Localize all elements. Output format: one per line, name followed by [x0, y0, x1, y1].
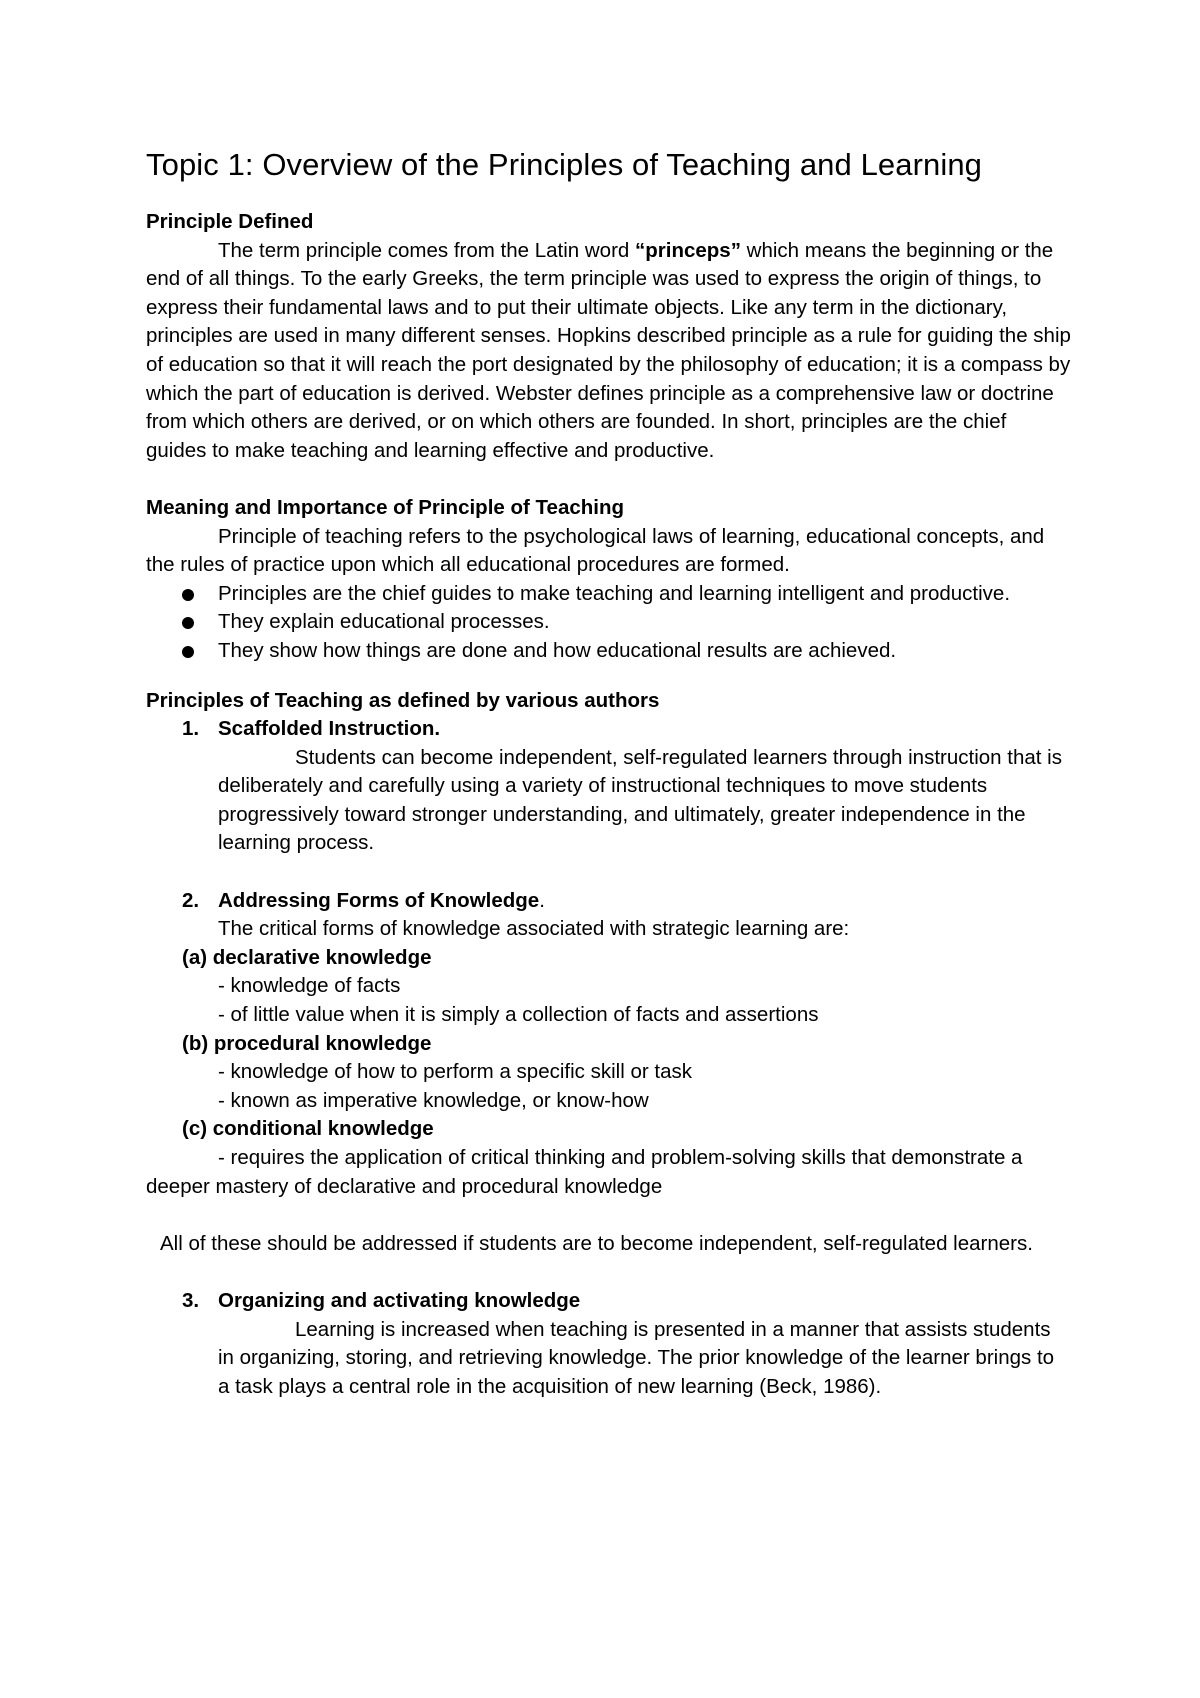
section-principle-defined	[146, 208, 1071, 465]
page-title: Topic 1: Overview of the Principles of Teaching and Learning	[146, 147, 983, 182]
numbered-item-2	[146, 887, 1071, 916]
item-body	[146, 744, 1071, 858]
list-item-text: They explain educational processes.	[218, 610, 550, 634]
bullet-icon	[182, 589, 194, 601]
list-item-text: They show how things are done and how educational results are achieved.	[218, 638, 897, 662]
subheading-declarative: (a) declarative knowledge	[182, 945, 432, 969]
paragraph-text: which means the beginning or the end of all things. To the early Greeks, the term principle was used to express the origin of things, to express their fundamental laws and to put their ultimate objects. Like any term in the dictionary, principles are used in many different senses. Hopkins described principle as a rule for guiding the ship of education so that it will reach the port designated by the philosophy of education; it is a compass by which the part of education is derived. Webster defines principle as a comprehensive law or doctrine from which others are derived, or on which others are founded. In short, principles are the chief guides to make teaching and learning effective and productive.	[146, 238, 1071, 462]
paragraph-text: The term principle comes from the Latin word	[218, 238, 635, 262]
conditional-paragraph: - requires the application of critical thinking and problem-solving skills that demonstrate a deeper mastery of declarative and procedural knowledge	[146, 1146, 1023, 1198]
sub-line: - knowledge of facts	[218, 974, 401, 998]
section-heading: Meaning and Importance of Principle of Teaching	[146, 495, 625, 519]
closing-paragraph: All of these should be addressed if students are to become independent, self-regulated learners.	[160, 1231, 1033, 1255]
item-body	[146, 1316, 1071, 1402]
bullet-icon	[182, 617, 194, 629]
section-heading: Principles of Teaching as defined by various authors	[146, 688, 660, 712]
list-item-text: Principles are the chief guides to make teaching and learning intelligent and productive.	[218, 581, 1011, 605]
section-heading: Principle Defined	[146, 210, 314, 233]
item-paragraph: Learning is increased when teaching is presented in a manner that assists students in organizing, storing, and retrieving knowledge. The prior knowledge of the learner brings to a task plays a central role in the acquisition of new learning (Beck, 1986).	[218, 1317, 1055, 1398]
section-meaning-importance	[146, 494, 1071, 666]
item-title: Scaffolded Instruction.	[218, 717, 441, 741]
numbered-item-3	[146, 1287, 1071, 1316]
subheading-procedural: (b) procedural knowledge	[182, 1031, 432, 1055]
item-title: Organizing and activating knowledge	[218, 1288, 581, 1312]
item-number: 2.	[182, 888, 200, 912]
bullet-icon	[182, 646, 194, 658]
sub-line: - of little value when it is simply a collection of facts and assertions	[218, 1003, 819, 1027]
list-item	[146, 580, 1071, 609]
sub-line: - knowledge of how to perform a specific skill or task	[218, 1060, 692, 1084]
bullet-list	[146, 580, 1071, 666]
item-number: 1.	[182, 717, 200, 741]
item-number: 3.	[182, 1288, 200, 1312]
item-title-suffix: .	[539, 888, 545, 912]
list-item	[146, 637, 1071, 666]
item-intro: The critical forms of knowledge associated with strategic learning are:	[218, 917, 850, 941]
sub-line: - known as imperative knowledge, or know-how	[218, 1088, 649, 1112]
bold-term: “princeps”	[635, 238, 741, 262]
item-title: Addressing Forms of Knowledge	[218, 888, 540, 912]
item-paragraph: Students can become independent, self-regulated learners through instruction that is deliberately and carefully using a variety of instructional techniques to move students progressively toward stronger understanding, and ultimately, greater independence in the learning process.	[218, 745, 1062, 855]
numbered-item-1	[146, 715, 1071, 744]
section-paragraph	[146, 237, 1071, 466]
section-paragraph: Principle of teaching refers to the psychological laws of learning, educational concepts, and the rules of practice upon which all educational procedures are formed.	[146, 524, 1045, 577]
document-content	[146, 143, 1071, 1401]
subheading-conditional: (c) conditional knowledge	[182, 1117, 434, 1141]
section-principles-by-authors	[146, 687, 1071, 1402]
list-item	[146, 608, 1071, 637]
